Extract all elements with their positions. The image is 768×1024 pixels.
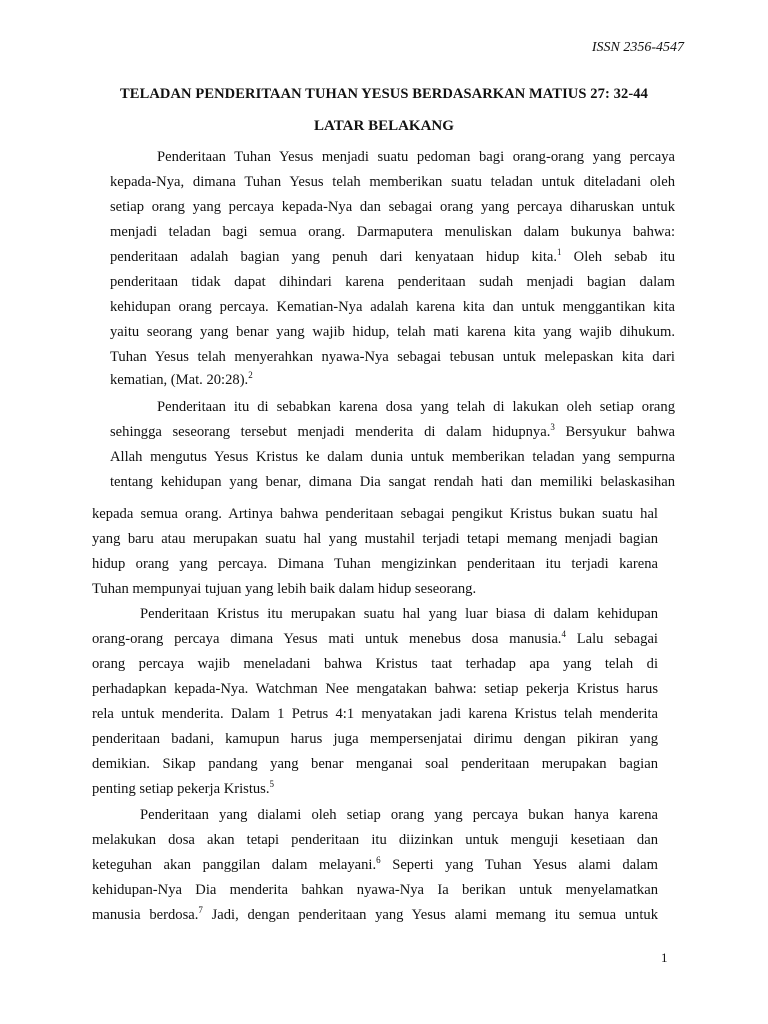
body-line (110, 448, 675, 466)
body-line (92, 906, 658, 924)
footnote-ref: 1 (557, 247, 562, 257)
body-line (110, 371, 675, 389)
line-text: yaitu seorang yang benar yang wajib hidup, telah mati karena kita yang wajib dihukum. (110, 324, 675, 340)
line-text: kehidupan orang percaya. Kematian-Nya adalah karena kita dan untuk menggantikan kita (110, 299, 675, 315)
footnote-ref: 7 (198, 905, 203, 915)
line-text: Penderitaan Kristus itu merupakan suatu hal yang luar biasa di dalam kehidupan (140, 606, 658, 622)
body-line (110, 323, 675, 341)
body-line (110, 473, 675, 491)
line-text: penderitaan badani, kamupun harus juga mempersenjatai dirimu dengan pikiran yang (92, 731, 658, 747)
line-text-continued: Jadi, dengan penderitaan yang Yesus alami memang itu semua untuk (202, 907, 658, 923)
line-text-continued: Oleh sebab itu (561, 249, 675, 265)
line-text: perhadapkan kepada-Nya. Watchman Nee mengatakan bahwa: setiap pekerja Kristus harus (92, 681, 658, 697)
body-line (157, 398, 675, 416)
footnote-ref: 2 (248, 370, 253, 380)
body-line (110, 173, 675, 191)
footnote-ref: 6 (376, 855, 381, 865)
line-text: yang baru atau merupakan suatu hal yang mustahil terjadi tetapi memang menjadi bagian (92, 531, 658, 547)
body-line (92, 580, 658, 598)
line-text-continued: Lalu sebagai (565, 631, 658, 647)
body-line (92, 680, 658, 698)
body-line (92, 555, 658, 573)
issn-label: ISSN 2356-4547 (591, 40, 684, 55)
line-text: orang-orang percaya dimana Yesus mati untuk menebus dosa manusia. (92, 631, 562, 647)
body-line (92, 780, 658, 798)
body-line (140, 806, 658, 824)
body-line (157, 148, 675, 166)
section-heading: LATAR BELAKANG (314, 118, 454, 134)
body-line (110, 423, 675, 441)
line-text: penderitaan adalah bagian yang penuh dari kenyataan hidup kita. (110, 249, 557, 265)
body-line (110, 198, 675, 216)
line-text: sehingga seseorang tersebut menjadi menderita di dalam hidupnya. (110, 424, 551, 440)
line-text: kematian, (Mat. 20:28). (110, 372, 249, 388)
line-text-continued: Seperti yang Tuhan Yesus alami dalam (380, 857, 658, 873)
body-line (110, 348, 675, 366)
line-text: Tuhan Yesus telah menyerahkan nyawa-Nya sebagai tebusan untuk melepaskan kita dari (110, 349, 675, 365)
body-line (92, 881, 658, 899)
line-text: Penderitaan Tuhan Yesus menjadi suatu pedoman bagi orang-orang yang percaya (157, 149, 675, 165)
body-line (92, 505, 658, 523)
line-text: melakukan dosa akan tetapi penderitaan itu diizinkan untuk menguji kesetiaan dan (92, 832, 658, 848)
body-line (92, 655, 658, 673)
body-line (92, 755, 658, 773)
body-line (92, 530, 658, 548)
line-text: manusia berdosa. (92, 907, 199, 923)
document-title: TELADAN PENDERITAAN TUHAN YESUS BERDASARKAN MATIUS 27: 32-44 (120, 86, 648, 102)
line-text: menjadi teladan bagi semua orang. Darmaputera menuliskan dalam bukunya bahwa: (110, 224, 675, 240)
line-text: kepada semua orang. Artinya bahwa penderitaan sebagai pengikut Kristus bukan suatu hal (92, 506, 658, 522)
line-text-continued: Bersyukur bahwa (554, 424, 676, 440)
body-line (110, 248, 675, 266)
line-text: tentang kehidupan yang benar, dimana Dia sangat rendah hati dan memiliki belaskasihan (110, 474, 675, 490)
body-line (140, 605, 658, 623)
footnote-ref: 5 (269, 779, 275, 789)
line-text: rela untuk menderita. Dalam 1 Petrus 4:1 menyatakan jadi karena Kristus telah menderita (92, 706, 658, 722)
line-text: Penderitaan itu di sebabkan karena dosa yang telah di lakukan oleh setiap orang (157, 399, 675, 415)
line-text: orang percaya wajib meneladani bahwa Kristus taat terhadap apa yang telah di (92, 656, 658, 672)
line-text: Tuhan mempunyai tujuan yang lebih baik dalam hidup seseorang. (92, 581, 477, 597)
line-text: penting setiap pekerja Kristus. (92, 781, 270, 797)
line-text: setiap orang yang percaya kepada-Nya dan sebagai orang yang percaya diharuskan untuk (110, 199, 675, 215)
body-line (92, 856, 658, 874)
line-text: demikian. Sikap pandang yang benar menganai soal penderitaan merupakan bagian (92, 756, 658, 772)
body-line (110, 273, 675, 291)
body-line (92, 730, 658, 748)
body-line (110, 223, 675, 241)
body-line (92, 630, 658, 648)
line-text: kehidupan-Nya Dia menderita bahkan nyawa-Nya Ia berikan untuk menyelamatkan (92, 882, 658, 898)
footnote-ref: 4 (561, 629, 566, 639)
page-number: 1 (661, 950, 668, 965)
line-text: penderitaan tidak dapat dihindari karena penderitaan sudah menjadi bagian dalam (110, 274, 675, 290)
body-line (110, 298, 675, 316)
footnote-ref: 3 (550, 422, 555, 432)
line-text: Penderitaan yang dialami oleh setiap orang yang percaya bukan hanya karena (140, 807, 658, 823)
line-text: keteguhan akan panggilan dalam melayani. (92, 857, 377, 873)
line-text: kepada-Nya, dimana Tuhan Yesus telah memberikan suatu teladan untuk diteladani oleh (110, 174, 675, 190)
body-line (92, 705, 658, 723)
line-text: Allah mengutus Yesus Kristus ke dalam dunia untuk memberikan teladan yang sempurna (110, 449, 675, 465)
body-line (92, 831, 658, 849)
line-text: hidup orang yang percaya. Dimana Tuhan mengizinkan penderitaan itu terjadi karena (92, 556, 658, 572)
